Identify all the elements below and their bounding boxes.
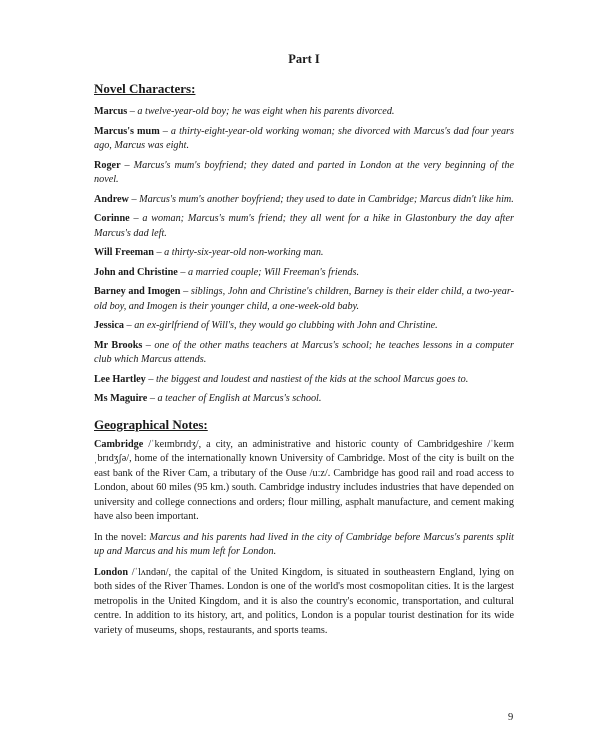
character-name: Mr Brooks <box>94 339 143 351</box>
character-name: Marcus <box>94 106 128 117</box>
character-desc: – a twelve-year-old boy; he was eight when his parents divorced. <box>127 106 395 117</box>
page-number: 9 <box>508 712 514 723</box>
character-entry-jessica <box>94 319 514 334</box>
characters-heading: Novel Characters: <box>94 81 196 96</box>
character-entry-andrew <box>94 193 514 208</box>
character-desc: – Marcus's mum's boyfriend; they dated and parted in London at the very beginning of the novel. <box>94 159 514 185</box>
character-desc: – Marcus's mum's another boyfriend; they used to date in Cambridge; Marcus didn't like him. <box>128 193 514 205</box>
character-desc: – a married couple; Will Freeman's friends. <box>177 266 359 278</box>
in-novel-paragraph <box>94 531 514 560</box>
character-desc: – one of the other maths teachers at Marcus's school; he teaches lessons in a computer club which Marcus attends. <box>94 339 514 365</box>
character-entry-mr-brooks <box>94 339 514 368</box>
london-paragraph <box>94 566 514 639</box>
character-desc: – a woman; Marcus's mum's friend; they all went for a hike in Glastonbury the day after Marcus's dad left. <box>94 213 514 239</box>
cambridge-paragraph <box>94 438 514 525</box>
character-desc: – an ex-girlfriend of Will's, they would go clubbing with John and Christine. <box>124 320 438 331</box>
character-name: John and Christine <box>94 266 178 278</box>
character-name: Andrew <box>94 193 129 205</box>
cambridge-text: /ˈkeɪmbrɪdʒ/, a city, an administrative and historic county of Cambridgeshire /ˈkeɪm ˌbrɪdʒʃə/, home of the internationally known University of Cambridge. Most of the city is built on the east bank of the River Cam, a tributary of the Ouse /uːz/. Cambridge has good rail and road access to London, about 60 miles (95 km.) south. Cambridge industry includes industries that have depended on university and college connections and orders; flour milling, asphalt manufacture, and cement making have also been important. <box>94 438 514 522</box>
character-desc: – siblings, John and Christine's children, Barney is their elder child, a two-year-old boy, and Imogen is their younger child, a one-week-old baby. <box>94 286 514 312</box>
character-name: Lee Hartley <box>94 373 146 385</box>
page-content <box>94 52 514 644</box>
character-entry-marcus <box>94 105 514 120</box>
character-name: Ms Maguire <box>94 393 148 404</box>
character-list <box>94 105 514 407</box>
london-term: London <box>94 566 128 578</box>
character-entry-will-freeman <box>94 246 514 261</box>
character-name: Roger <box>94 159 121 171</box>
character-entry-barney-imogen <box>94 285 514 314</box>
character-entry-corinne <box>94 212 514 241</box>
character-desc: – a thirty-six-year-old non-working man. <box>153 247 324 258</box>
in-novel-text: Marcus and his parents had lived in the city of Cambridge before Marcus's parents split up and Marcus and his mum left for London. <box>94 531 514 557</box>
character-name: Corinne <box>94 213 130 224</box>
character-name: Jessica <box>94 320 124 331</box>
character-desc: – a thirty-eight-year-old working woman; she divorced with Marcus's dad four years ago, Marcus was eight. <box>94 125 514 151</box>
london-text: /ˈlʌndən/, the capital of the United Kingdom, is situated in southeastern England, lying on both sides of the River Thames. London is one of the world's most cosmopolitan cities. It is the largest metropolis in the United Kingdom, and it is also the country's economic, transportation, and cultural centre. In addition to its history, art, and politics, London is a popular tourist destination for its wide variety of museums, shops, restaurants, and sports teams. <box>94 566 514 636</box>
character-desc: – a teacher of English at Marcus's school. <box>147 393 322 404</box>
character-entry-marcus-mum <box>94 125 514 154</box>
character-name: Marcus's mum <box>94 125 160 137</box>
character-name: Barney and Imogen <box>94 286 181 297</box>
cambridge-term: Cambridge <box>94 438 144 450</box>
geo-heading: Geographical Notes: <box>94 416 208 432</box>
character-entry-roger <box>94 159 514 188</box>
character-desc: – the biggest and loudest and nastiest of the kids at the school Marcus goes to. <box>145 373 469 385</box>
character-entry-lee-hartley <box>94 373 514 388</box>
character-entry-john-christine <box>94 266 514 281</box>
part-title: Part I <box>288 52 320 66</box>
in-novel-label: In the novel: <box>94 531 150 543</box>
character-name: Will Freeman <box>94 247 154 258</box>
character-entry-ms-maguire <box>94 392 514 407</box>
